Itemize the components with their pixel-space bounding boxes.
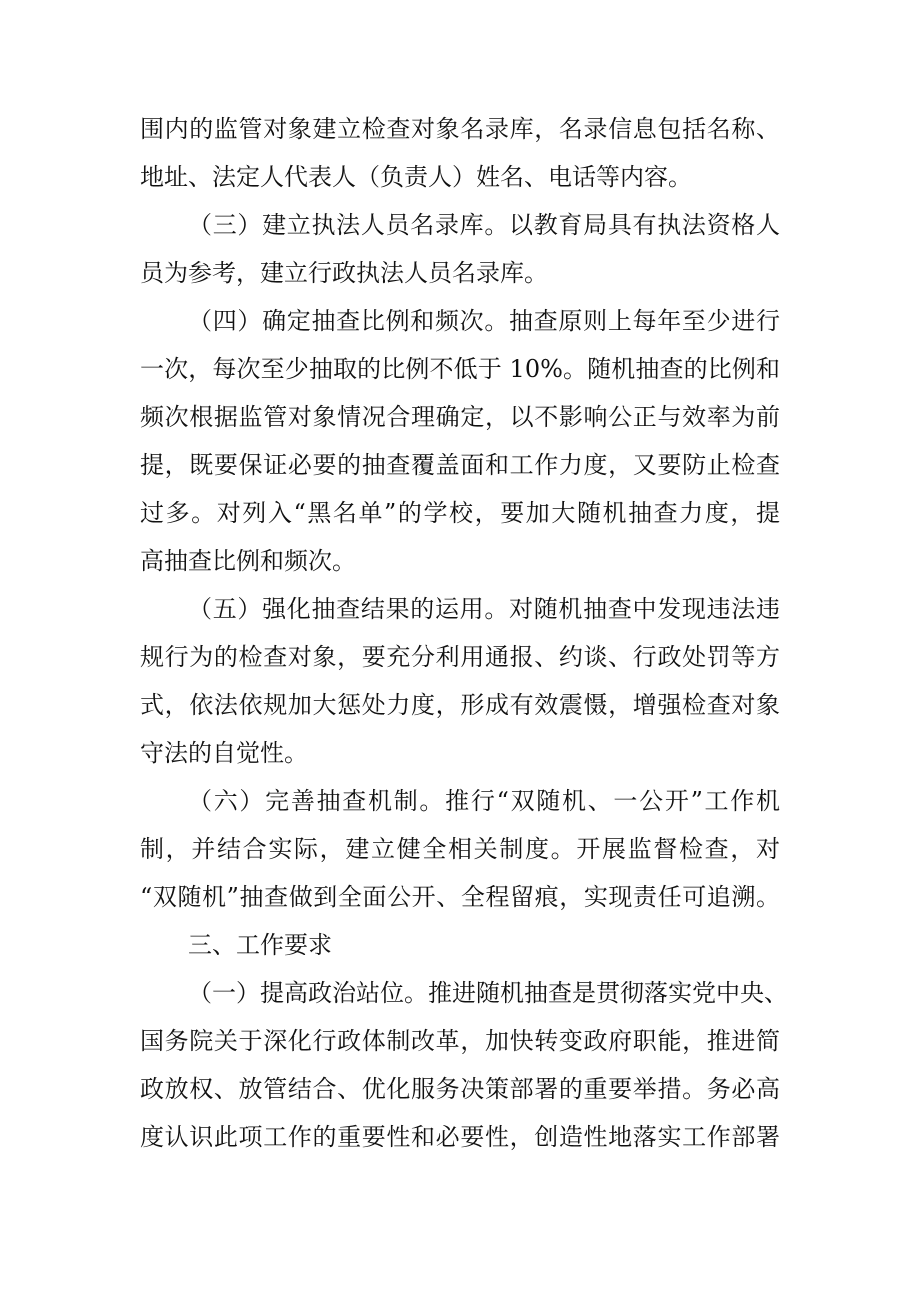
text-line: 地址、法定人代表人（负责人）姓名、电话等内容。 <box>140 163 692 191</box>
text-line: 式，依法依规加大惩处力度，形成有效震慑，增强检查对象 <box>140 691 780 719</box>
text-line: 国务院关于深化行政体制改革，加快转变政府职能，推进简 <box>140 1027 780 1055</box>
text-line: 频次根据监管对象情况合理确定，以不影响公正与效率为前 <box>140 403 780 431</box>
text-line: 过多。对列入“黑名单”的学校，要加大随机抽查力度，提 <box>140 499 780 527</box>
text-line: 一次，每次至少抽取的比例不低于 10%。随机抽查的比例和 <box>140 355 780 383</box>
section-heading-line: （三）建立执法人员名录库。以教育局具有执法资格人 <box>188 211 780 239</box>
section-heading-line: （四）确定抽查比例和频次。抽查原则上每年至少进行 <box>188 307 780 335</box>
text-line: 制，并结合实际，建立健全相关制度。开展监督检查，对 <box>140 835 780 863</box>
text-line: “双随机”抽查做到全面公开、全程留痕，实现责任可追溯。 <box>140 883 780 911</box>
text-line: 提，既要保证必要的抽查覆盖面和工作力度，又要防止检查 <box>140 451 780 479</box>
section-heading-line: （五）强化抽查结果的运用。对随机抽查中发现违法违 <box>188 595 780 623</box>
text-line: 高抽查比例和频次。 <box>140 547 356 575</box>
chapter-heading-line: 三、工作要求 <box>188 931 332 959</box>
section-heading-line: （六）完善抽查机制。推行“双随机、一公开”工作机 <box>188 787 780 815</box>
text-line: 守法的自觉性。 <box>140 739 308 767</box>
document-page <box>140 105 788 1161</box>
section-heading-line: （一）提高政治站位。推进随机抽查是贯彻落实党中央、 <box>188 979 788 1007</box>
text-line: 规行为的检查对象，要充分利用通报、约谈、行政处罚等方 <box>140 643 780 671</box>
text-line: 员为参考，建立行政执法人员名录库。 <box>140 259 548 287</box>
text-line: 政放权、放管结合、优化服务决策部署的重要举措。务必高 <box>140 1075 780 1103</box>
text-line: 度认识此项工作的重要性和必要性，创造性地落实工作部署 <box>140 1123 780 1151</box>
text-line: 围内的监管对象建立检查对象名录库，名录信息包括名称、 <box>140 115 780 143</box>
